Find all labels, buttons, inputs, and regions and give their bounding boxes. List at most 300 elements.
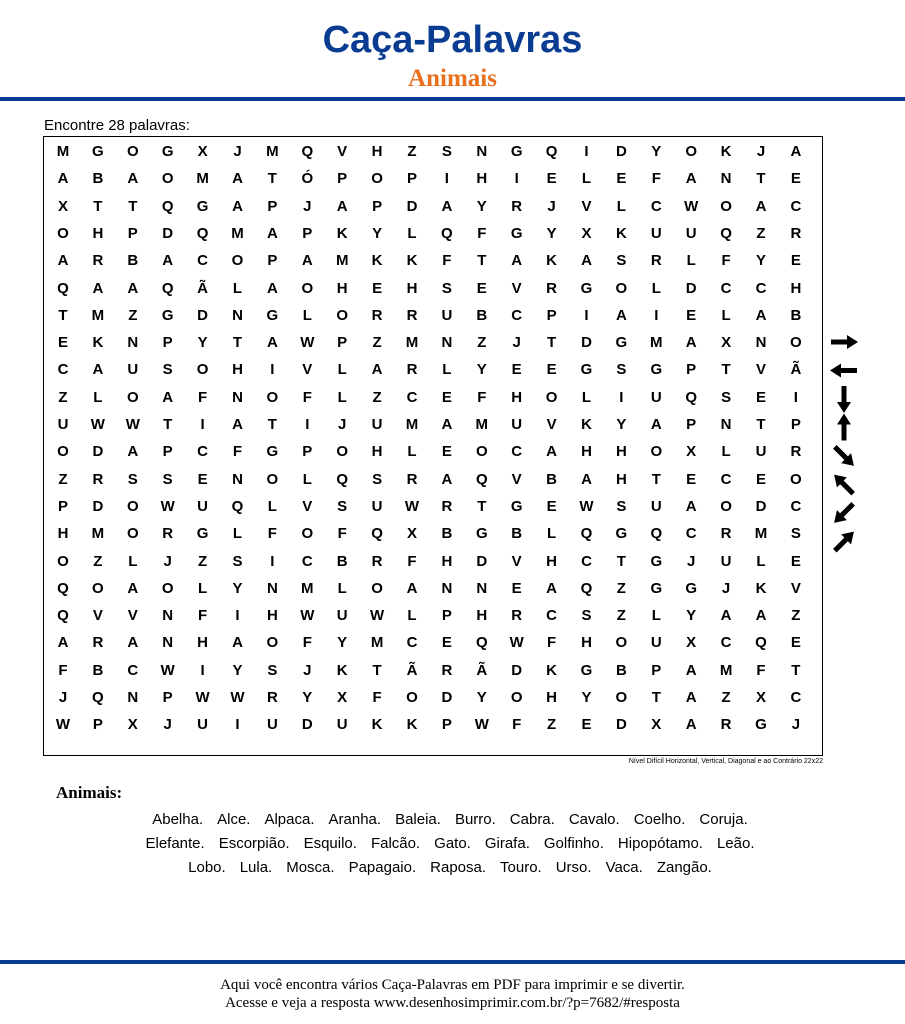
- grid-letter: W: [125, 416, 140, 433]
- grid-letter: Z: [547, 716, 557, 734]
- grid-letter: V: [337, 143, 348, 160]
- grid-letter: A: [685, 661, 697, 679]
- grid-letter: J: [791, 716, 801, 734]
- grid-letter: C: [406, 388, 418, 406]
- grid-letter: Q: [755, 634, 767, 652]
- grid-letter: M: [370, 634, 384, 652]
- grid-letter: O: [615, 279, 628, 297]
- grid-letter: O: [790, 334, 802, 352]
- grid-letter: C: [650, 197, 662, 215]
- grid-letter: M: [91, 306, 105, 324]
- grid-letter: F: [372, 689, 382, 706]
- grid-letter: Q: [371, 525, 383, 543]
- grid-letter: X: [755, 689, 766, 706]
- grid-letter: H: [92, 224, 104, 242]
- grid-letter: C: [685, 525, 697, 543]
- grid-letter: O: [406, 689, 418, 706]
- grid-letter: R: [720, 716, 732, 734]
- grid-letter: N: [127, 689, 139, 706]
- grid-letter: J: [721, 579, 731, 597]
- grid-letter: D: [755, 497, 767, 515]
- grid-letter: B: [476, 306, 488, 324]
- grid-letter: S: [127, 470, 138, 488]
- grid-letter: K: [581, 416, 592, 433]
- grid-letter: K: [406, 252, 418, 270]
- grid-letter: P: [337, 170, 348, 188]
- grid-letter: E: [790, 170, 801, 188]
- grid-letter: O: [301, 279, 314, 297]
- grid-letter: S: [616, 497, 627, 515]
- grid-letter: I: [200, 416, 205, 433]
- arrow-right-icon: [831, 335, 858, 349]
- arrow-down-right-icon: [830, 442, 859, 471]
- grid-letter: H: [371, 143, 383, 160]
- grid-letter: A: [650, 416, 662, 433]
- grid-letter: B: [511, 525, 523, 543]
- grid-letter: N: [266, 579, 278, 597]
- grid-letter: A: [685, 170, 697, 188]
- grid-letter: S: [232, 552, 243, 570]
- word-list-item: Lula.: [239, 859, 273, 876]
- grid-letter: G: [510, 143, 523, 160]
- grid-letter: Q: [336, 470, 349, 488]
- grid-letter: E: [546, 497, 557, 515]
- grid-letter: T: [721, 361, 731, 379]
- grid-letter: E: [546, 170, 557, 188]
- grid-letter: S: [790, 525, 801, 543]
- grid-letter: L: [337, 388, 347, 406]
- grid-letter: Q: [545, 143, 558, 160]
- grid-letter: M: [266, 143, 279, 160]
- grid-letter: O: [126, 143, 139, 160]
- grid-letter: R: [511, 607, 523, 625]
- grid-letter: Z: [58, 470, 68, 488]
- grid-letter: K: [755, 579, 767, 597]
- grid-letter: Z: [616, 607, 626, 625]
- grid-letter: G: [266, 443, 279, 461]
- grid-letter: W: [160, 497, 175, 515]
- grid-letter: T: [756, 170, 766, 188]
- grid-letter: R: [371, 306, 383, 324]
- grid-letter: L: [93, 388, 103, 406]
- grid-letter: E: [441, 443, 452, 461]
- grid-letter: A: [790, 143, 802, 160]
- grid-letter: U: [197, 497, 209, 515]
- grid-letter: I: [584, 143, 589, 160]
- grid-letter: A: [685, 334, 697, 352]
- grid-letter: L: [128, 552, 138, 570]
- grid-letter: L: [721, 443, 731, 461]
- grid-letter: C: [581, 552, 592, 570]
- word-list-item: Coruja.: [699, 811, 748, 828]
- grid-letter: Q: [580, 525, 593, 543]
- grid-letter: R: [441, 661, 453, 679]
- grid-letter: U: [57, 416, 69, 433]
- word-list-item: Aranha.: [328, 811, 382, 828]
- word-list-item: Touro.: [500, 859, 542, 876]
- grid-letter: H: [511, 388, 523, 406]
- grid-letter: I: [619, 388, 624, 406]
- grid-letter: P: [790, 416, 801, 433]
- grid-letter: H: [581, 443, 592, 461]
- grid-letter: Q: [57, 279, 69, 297]
- grid-letter: F: [477, 224, 487, 242]
- grid-letter: M: [301, 579, 314, 597]
- grid-letter: U: [266, 716, 278, 734]
- grid-letter: K: [371, 252, 383, 270]
- grid-letter: J: [233, 143, 242, 160]
- grid-letter: W: [404, 497, 420, 515]
- grid-letter: W: [300, 334, 315, 352]
- grid-letter: A: [57, 170, 69, 188]
- footer-link-text: Acesse e veja a resposta www.desenhosimprimir.com.br/?p=7682/#resposta: [225, 995, 680, 1011]
- grid-letter: O: [57, 443, 69, 461]
- grid-letter: O: [57, 552, 69, 570]
- grid-letter: K: [406, 716, 418, 734]
- grid-letter: E: [441, 634, 452, 652]
- grid-letter: N: [162, 634, 174, 652]
- grid-letter: C: [197, 252, 209, 270]
- grid-letter: L: [721, 306, 731, 324]
- grid-letter: G: [580, 661, 593, 679]
- grid-letter: E: [511, 579, 522, 597]
- grid-letter: G: [161, 143, 174, 160]
- word-list-item: Elefante.: [145, 835, 205, 852]
- grid-letter: M: [475, 416, 489, 433]
- grid-letter: C: [406, 634, 418, 652]
- word-list-item: Escorpião.: [218, 835, 290, 852]
- grid-letter: E: [57, 334, 68, 352]
- grid-letter: H: [615, 443, 627, 461]
- grid-letter: Ã: [197, 279, 209, 297]
- grid-letter: O: [266, 388, 279, 406]
- grid-letter: O: [790, 470, 802, 488]
- grid-letter: A: [755, 197, 767, 215]
- grid-letter: A: [301, 252, 313, 270]
- word-list-item: Cabra.: [509, 811, 555, 828]
- grid-letter: H: [546, 552, 558, 570]
- grid-letter: W: [474, 716, 489, 734]
- grid-letter: A: [232, 416, 243, 433]
- arrow-down-icon: [837, 386, 851, 413]
- grid-letter: V: [581, 197, 592, 215]
- grid-letter: H: [336, 279, 348, 297]
- grid-letter: N: [720, 170, 732, 188]
- grid-letter: O: [57, 224, 69, 242]
- direction-legend: [826, 330, 862, 555]
- word-list-item: Esquilo.: [303, 835, 357, 852]
- grid-letter: X: [57, 197, 68, 215]
- grid-letter: M: [754, 525, 768, 543]
- grid-letter: N: [232, 306, 243, 324]
- grid-letter: X: [337, 689, 348, 706]
- grid-letter: A: [546, 443, 558, 461]
- grid-letter: Y: [337, 634, 348, 652]
- grid-letter: L: [407, 443, 417, 461]
- grid-letter: H: [406, 279, 418, 297]
- grid-letter: Q: [161, 197, 174, 215]
- grid-letter: A: [546, 579, 558, 597]
- grid-letter: A: [685, 497, 697, 515]
- grid-letter: P: [302, 224, 313, 242]
- grid-letter: Z: [372, 334, 382, 352]
- word-list-item: Leão.: [716, 835, 755, 852]
- grid-letter: W: [90, 416, 105, 433]
- word-list-item: Mosca.: [286, 859, 335, 876]
- grid-letter: L: [407, 607, 417, 625]
- word-list-line: [40, 811, 860, 829]
- grid-letter: A: [441, 416, 453, 433]
- difficulty-note: Nível Difícil Horizontal, Vertical, Diagonal e ao Contrário 22x22: [628, 758, 823, 765]
- grid-letter: A: [232, 634, 243, 652]
- grid-letter: S: [616, 252, 627, 270]
- grid-letter: R: [406, 470, 418, 488]
- grid-letter: I: [514, 170, 519, 188]
- grid-letter: Q: [231, 497, 244, 515]
- arrow-down-left-icon: [829, 499, 858, 528]
- grid-letter: V: [511, 552, 522, 570]
- grid-letter: T: [651, 470, 661, 488]
- grid-letter: Q: [475, 470, 488, 488]
- grid-letter: H: [232, 361, 243, 379]
- grid-letter: W: [300, 607, 315, 625]
- word-list-title: Animais:: [56, 783, 123, 802]
- grid-letter: M: [56, 143, 70, 160]
- grid-letter: U: [650, 497, 662, 515]
- word-list-item: Coelho.: [633, 811, 686, 828]
- grid-letter: C: [546, 607, 558, 625]
- page-subtitle: Animais: [408, 65, 497, 92]
- word-list-item: Papagaio.: [348, 859, 417, 876]
- grid-letter: R: [720, 525, 732, 543]
- grid-letter: D: [511, 661, 523, 679]
- grid-letter: Q: [57, 579, 69, 597]
- grid-letter: I: [305, 416, 310, 433]
- grid-letter: S: [581, 607, 592, 625]
- grid-letter: A: [266, 224, 278, 242]
- grid-letter: U: [650, 388, 662, 406]
- grid-letter: H: [581, 634, 592, 652]
- grid-letter: C: [197, 443, 209, 461]
- grid-letter: S: [162, 361, 173, 379]
- word-list-item: Hipopótamo.: [617, 835, 703, 852]
- grid-letter: J: [512, 334, 521, 352]
- grid-letter: A: [92, 361, 104, 379]
- grid-letter: Y: [232, 661, 243, 679]
- grid-letter: W: [230, 689, 245, 706]
- grid-letter: L: [686, 252, 696, 270]
- word-list-item: Falcão.: [370, 835, 421, 852]
- grid-letter: J: [163, 552, 172, 570]
- grid-letter: P: [162, 334, 173, 352]
- grid-letter: Y: [372, 224, 383, 242]
- grid-letter: B: [615, 661, 627, 679]
- grid-letter: U: [720, 552, 732, 570]
- grid-letter: L: [756, 552, 766, 570]
- grid-letter: B: [546, 470, 558, 488]
- grid-letter: S: [372, 470, 383, 488]
- grid-letter: D: [162, 224, 174, 242]
- grid-letter: U: [127, 361, 139, 379]
- grid-letter: D: [615, 143, 627, 160]
- grid-letter: I: [584, 306, 589, 324]
- grid-letter: A: [162, 252, 174, 270]
- grid-letter: P: [162, 689, 173, 706]
- grid-letter: H: [371, 443, 383, 461]
- grid-letter: T: [547, 334, 557, 352]
- grid-letter: E: [372, 279, 383, 297]
- grid-letter: W: [195, 689, 210, 706]
- grid-letter: P: [686, 361, 697, 379]
- grid-letter: T: [267, 416, 277, 433]
- grid-letter: P: [686, 416, 697, 433]
- grid-letter: P: [441, 607, 452, 625]
- grid-letter: K: [336, 224, 348, 242]
- grid-letter: I: [270, 552, 275, 570]
- grid-letter: R: [441, 497, 453, 515]
- grid-letter: P: [57, 497, 68, 515]
- grid-letter: O: [161, 579, 174, 597]
- grid-letter: F: [198, 388, 208, 406]
- grid-letter: T: [477, 497, 487, 515]
- grid-letter: J: [163, 716, 172, 734]
- grid-letter: A: [57, 634, 69, 652]
- grid-letter: B: [441, 525, 453, 543]
- grid-letter: B: [92, 661, 104, 679]
- grid-letter: O: [126, 388, 139, 406]
- grid-letter: K: [336, 661, 348, 679]
- grid-letter: L: [232, 525, 243, 543]
- grid-letter: I: [200, 661, 205, 679]
- grid-letter: C: [511, 306, 523, 324]
- grid-letter: N: [476, 579, 488, 597]
- grid-letter: L: [616, 197, 626, 215]
- grid-letter: L: [581, 170, 592, 188]
- grid-letter: L: [302, 306, 312, 324]
- grid-letter: G: [196, 197, 209, 215]
- grid-letter: Y: [616, 416, 627, 433]
- grid-letter: R: [162, 525, 174, 543]
- grid-letter: G: [580, 361, 593, 379]
- grid-letter: P: [337, 334, 348, 352]
- grid-letter: E: [511, 361, 522, 379]
- grid-letter: C: [720, 279, 732, 297]
- grid-letter: A: [127, 279, 139, 297]
- grid-letter: Y: [476, 361, 487, 379]
- grid-letter: D: [441, 689, 453, 706]
- grid-letter: U: [336, 607, 348, 625]
- grid-letter: E: [755, 470, 766, 488]
- grid-letter: N: [162, 607, 174, 625]
- grid-letter: I: [793, 388, 798, 406]
- grid-letter: O: [92, 579, 104, 597]
- grid-letter: Q: [161, 279, 174, 297]
- grid-letter: N: [232, 470, 243, 488]
- grid-letter: A: [371, 361, 383, 379]
- grid-letter: T: [232, 334, 243, 352]
- grid-letter: L: [651, 279, 661, 297]
- grid-letter: O: [231, 252, 244, 270]
- grid-letter: K: [546, 661, 558, 679]
- grid-letter: A: [266, 279, 278, 297]
- grid-letter: O: [615, 689, 628, 706]
- grid-letter: O: [196, 361, 209, 379]
- grid-letter: X: [686, 443, 697, 461]
- grid-letter: U: [336, 716, 348, 734]
- grid-letter: F: [477, 388, 487, 406]
- grid-letter: C: [790, 689, 802, 706]
- page-title: Caça-Palavras: [322, 19, 583, 61]
- grid-letter: C: [301, 552, 313, 570]
- grid-letter: Ã: [790, 361, 802, 379]
- grid-letter: H: [476, 607, 488, 625]
- grid-letter: P: [267, 252, 278, 270]
- grid-letter: B: [127, 252, 139, 270]
- grid-letter: T: [791, 661, 801, 679]
- grid-letter: A: [232, 197, 243, 215]
- grid-letter: Z: [93, 552, 103, 570]
- puzzle-instruction: Encontre 28 palavras:: [44, 117, 190, 134]
- grid-letter: B: [336, 552, 348, 570]
- arrow-up-right-icon: [830, 527, 859, 555]
- grid-letter: H: [476, 170, 488, 188]
- grid-letter: H: [615, 470, 627, 488]
- grid-letter: D: [581, 334, 592, 352]
- grid-letter: T: [58, 306, 68, 324]
- grid-letter: L: [651, 607, 661, 625]
- word-list-item: Lobo.: [188, 859, 226, 876]
- grid-letter: U: [197, 716, 209, 734]
- grid-letter: G: [266, 306, 279, 324]
- word-list-item: Cavalo.: [568, 811, 620, 828]
- grid-letter: O: [336, 443, 349, 461]
- grid-letter: E: [790, 552, 801, 570]
- grid-letter: Y: [476, 689, 487, 706]
- grid-letter: G: [755, 716, 767, 734]
- grid-letter: U: [755, 443, 767, 461]
- grid-letter: O: [720, 497, 732, 515]
- grid-letter: G: [196, 525, 209, 543]
- grid-letter: H: [790, 279, 802, 297]
- arrow-up-left-icon: [829, 470, 858, 499]
- grid-letter: R: [511, 197, 523, 215]
- grid-letter: Ã: [406, 661, 418, 679]
- grid-letter: R: [406, 306, 418, 324]
- grid-letter: A: [266, 334, 278, 352]
- grid-letter: Y: [686, 607, 697, 625]
- grid-letter: W: [684, 197, 699, 215]
- grid-letter: T: [128, 197, 138, 215]
- grid-letter: L: [267, 497, 277, 515]
- word-list-line: [40, 835, 860, 853]
- grid-letter: Y: [476, 197, 487, 215]
- grid-letter: R: [92, 634, 104, 652]
- grid-letter: V: [511, 279, 522, 297]
- grid-letter: Z: [128, 306, 138, 324]
- grid-letter: C: [127, 661, 139, 679]
- footer-divider: [0, 960, 905, 964]
- grid-letter: G: [685, 579, 698, 597]
- grid-letter: Z: [407, 143, 417, 160]
- grid-letter: Q: [475, 634, 488, 652]
- grid-letter: D: [197, 306, 209, 324]
- grid-letter: P: [406, 170, 417, 188]
- grid-letter: E: [616, 170, 627, 188]
- grid-letter: B: [92, 170, 104, 188]
- word-list-line: [40, 859, 860, 877]
- grid-letter: Y: [232, 579, 243, 597]
- grid-letter: A: [685, 689, 697, 706]
